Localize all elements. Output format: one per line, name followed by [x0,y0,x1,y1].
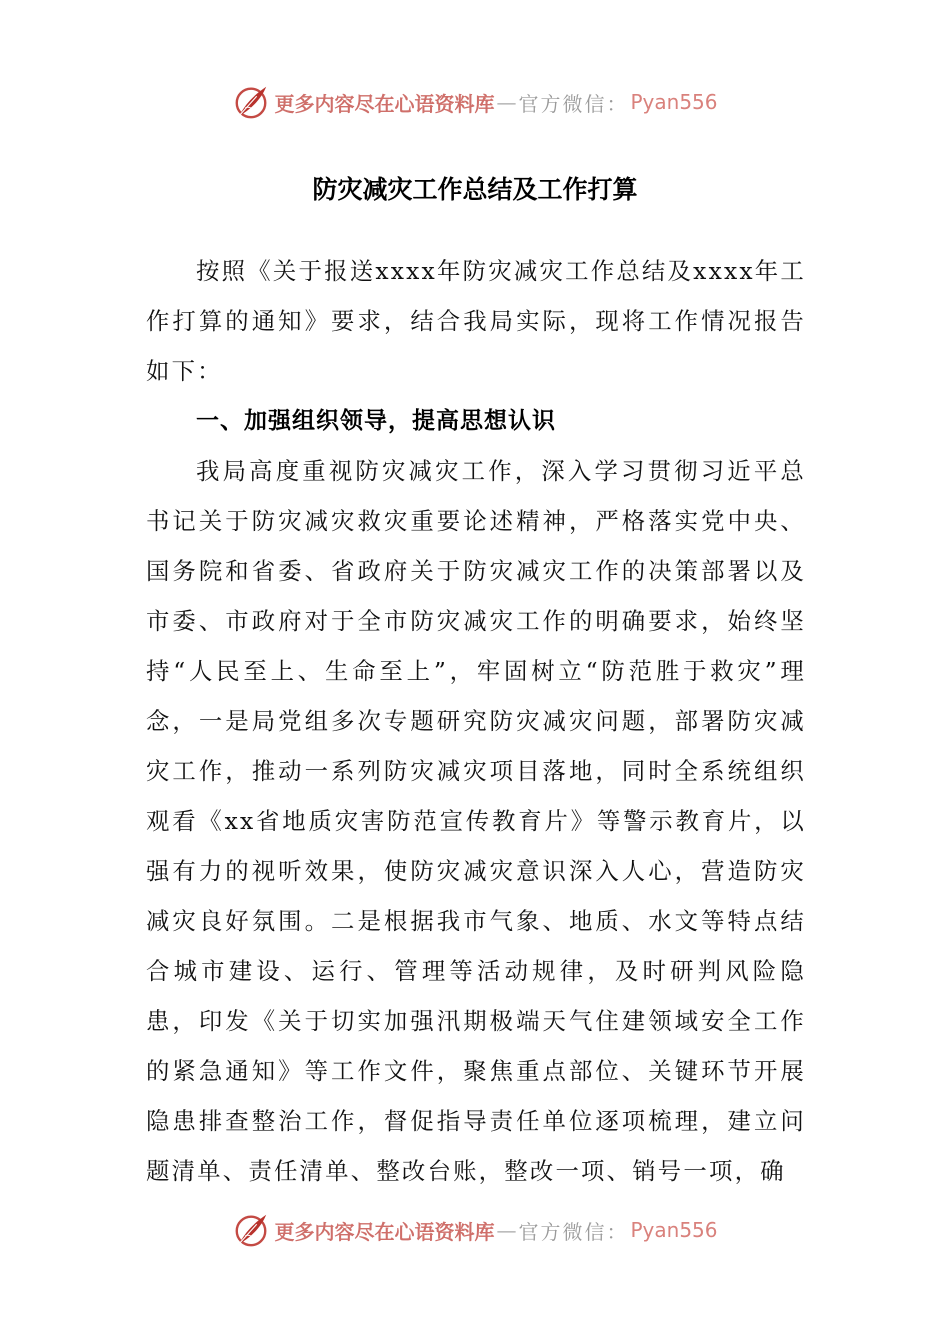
watermark-wechat-id: Pyan556 [630,90,718,114]
watermark-wechat-id: Pyan556 [630,1218,718,1242]
footer-watermark [0,1208,950,1252]
document-body [146,246,806,1196]
watermark-brand-text: 更多内容尽在心语资料库 [274,1219,495,1244]
watermark-official-label: 官方微信： [518,1219,629,1244]
section-paragraph: 我局高度重视防灾减灾工作，深入学习贯彻习近平总书记关于防灾减灾救灾重要论述精神，严格落实党中央、国务院和省委、省政府关于防灾减灾工作的决策部署以及市委、市政府对于全市防灾减灾工作的明确要求，始终坚持“人民至上、生命至上”，牢固树立“防范胜于救灾”理念，一是局党组多次专题研究防灾减灾问题，部署防灾减灾工作，推动一系列防灾减灾项目落地，同时全系统组织观看《xx省地质灾害防范宣传教育片》等警示教育片，以强有力的视听效果，使防灾减灾意识深入人心，营造防灾减灾良好氛围。二是根据我市气象、地质、水文等特点结合城市建设、运行、管理等活动规律，及时研判风险隐患，印发《关于切实加强汛期极端天气住建领域安全工作的紧急通知》等工作文件，聚焦重点部位、关键环节开展隐患排查整治工作，督促指导责任单位逐项梳理，建立问题清单、责任清单、整改台账，整改一项、销号一项，确 [146,457,806,1185]
document-title: 防灾减灾工作总结及工作打算 [312,175,638,204]
watermark-dash: — [496,90,517,114]
section-heading: 一、加强组织领导，提高思想认识 [196,408,556,434]
quill-pen-logo-icon [232,1211,270,1249]
watermark-brand-text: 更多内容尽在心语资料库 [274,91,495,116]
intro-paragraph: 按照《关于报送xxxx年防灾减灾工作总结及xxxx年工作打算的通知》要求，结合我局实际，现将工作情况报告如下： [146,257,806,385]
header-watermark [0,80,950,124]
watermark-dash: — [496,1218,517,1242]
watermark-official-label: 官方微信： [518,91,629,116]
quill-pen-logo-icon [232,83,270,121]
